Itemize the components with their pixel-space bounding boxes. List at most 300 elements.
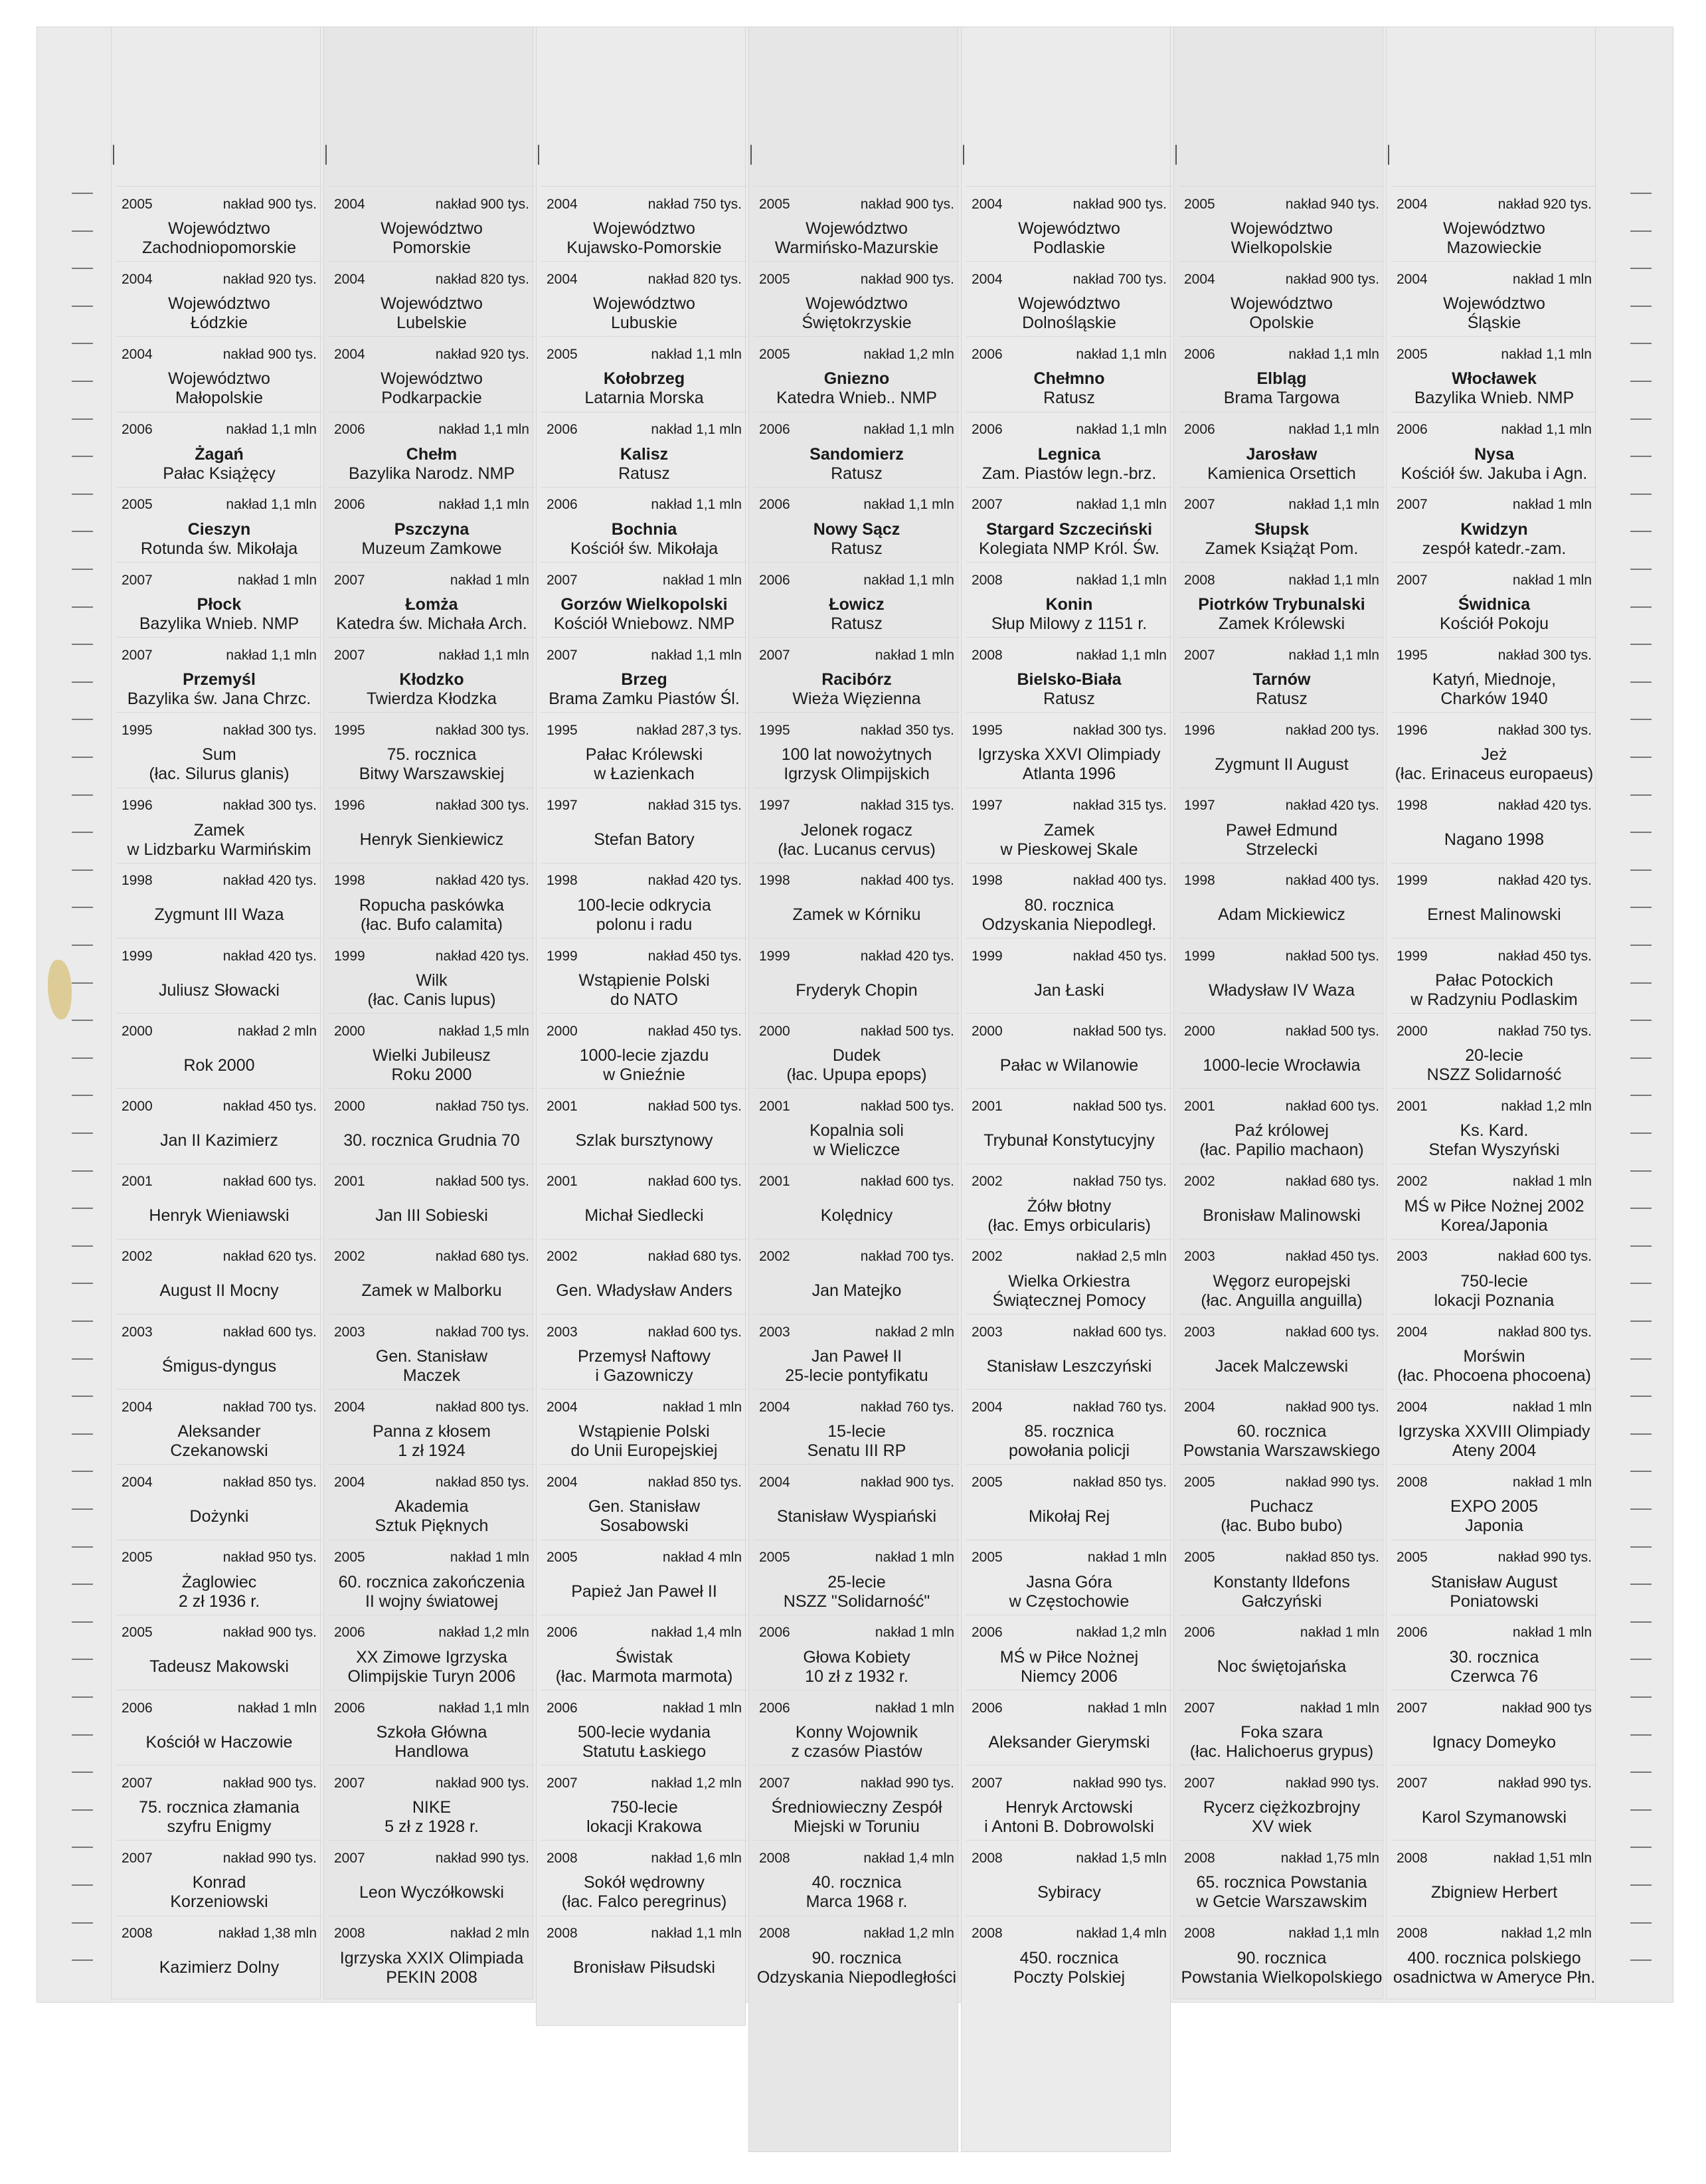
coin-title-line: Kościół św. Mikołaja	[570, 539, 719, 558]
mintage-value: 800 tys.	[480, 1399, 529, 1415]
coin-title-line: Województwo	[168, 294, 270, 314]
mintage-label: nakład	[860, 1249, 906, 1265]
mintage	[1498, 648, 1592, 664]
mintage-label: nakład	[860, 798, 906, 814]
margin-dash	[1630, 1696, 1652, 1698]
mintage	[1288, 573, 1379, 589]
coin-title-line: Sybiracy	[1037, 1882, 1101, 1902]
coin-title-line: Jacek Malczewski	[1215, 1356, 1349, 1376]
issue-year: 1998	[759, 873, 790, 889]
mintage-value: 500 tys.	[480, 1174, 529, 1190]
margin-dash	[1630, 418, 1652, 420]
coin-title-line: 5 zł z 1928 r.	[384, 1817, 479, 1837]
mintage	[863, 1851, 954, 1866]
mintage-label: nakład	[1072, 1023, 1118, 1039]
mintage-label: nakład	[1076, 1850, 1122, 1866]
coin-title-line: Bochnia	[611, 519, 677, 539]
coin-title-line: Województwo	[168, 369, 270, 389]
coin-title	[754, 369, 960, 408]
mintage-value: 600 tys.	[1118, 1324, 1167, 1340]
coin-title-line: 80. rocznica	[1024, 895, 1114, 915]
mintage-label: nakład	[875, 1625, 920, 1641]
coin-title	[116, 1723, 322, 1762]
coin-title	[966, 219, 1172, 258]
issue-year: 2006	[759, 1625, 790, 1641]
mintage-value: 990 tys.	[1118, 1775, 1167, 1791]
mintage-value: 420 tys.	[905, 948, 954, 964]
coin-title-line: Bazylika św. Jana Chrzc.	[127, 689, 311, 709]
mintage-value: 420 tys.	[268, 948, 317, 964]
coin-title	[754, 1046, 960, 1085]
issue-year: 2004	[547, 271, 578, 287]
coin-info-row	[1179, 1389, 1385, 1425]
margin-dash	[72, 1020, 93, 1021]
mintage	[861, 1475, 954, 1491]
mintage-label: nakład	[1076, 1249, 1122, 1265]
margin-dash	[72, 1245, 93, 1247]
coin-title	[1179, 1272, 1385, 1311]
mintage-value: 1,1 mln	[696, 647, 742, 663]
coin-info-row	[1179, 1088, 1385, 1124]
mintage	[223, 798, 317, 814]
coin-title-line: 75. rocznica	[386, 745, 477, 765]
coin-title	[1391, 1422, 1597, 1461]
mintage	[1073, 1099, 1167, 1115]
coin-title-line: Jan Matejko	[811, 1281, 902, 1301]
coin-title	[1179, 1949, 1385, 1987]
mintage-label: nakład	[1072, 948, 1118, 964]
mintage	[1088, 1700, 1167, 1716]
coin-title-line: Juliusz Słowacki	[158, 980, 280, 1000]
coin-info-row	[116, 487, 322, 523]
coin-title-line: 750-lecie	[1460, 1271, 1528, 1291]
mintage-label: nakład	[651, 1625, 697, 1641]
mintage-value: 900 tys.	[268, 346, 317, 362]
mintage	[648, 1249, 742, 1265]
mintage-value: 287,3 tys.	[681, 722, 742, 738]
issue-year: 1999	[1397, 873, 1428, 889]
issue-year: 2005	[547, 1550, 578, 1566]
mintage	[1498, 1550, 1592, 1566]
coin-title-line: Nagano 1998	[1444, 830, 1545, 850]
coin-title	[1391, 1121, 1597, 1160]
margin-dash	[72, 869, 93, 871]
coin-title	[754, 1422, 960, 1461]
coin-title-line: Słup Milowy z 1151 r.	[991, 614, 1148, 633]
coin-title-line: 60. rocznica zakończenia	[338, 1572, 525, 1592]
mintage-label: nakład	[1497, 1550, 1543, 1566]
margin-dash	[1630, 907, 1652, 908]
coin-title	[1391, 1272, 1597, 1311]
coin-title-line: Zbigniew Herbert	[1430, 1882, 1558, 1902]
coin-title-line: (łac. Upupa epops)	[786, 1065, 927, 1085]
coin-info-row	[1179, 336, 1385, 372]
mintage-value: 420 tys.	[1543, 798, 1592, 814]
margin-dash	[1630, 1546, 1652, 1548]
mintage-value: 1,1 mln	[1546, 346, 1592, 362]
coin-title	[754, 1121, 960, 1160]
coin-info-row	[1179, 788, 1385, 824]
coin-title	[754, 745, 960, 784]
coin-title-line: Roku 2000	[391, 1065, 472, 1085]
margin-dash	[72, 1847, 93, 1848]
mintage	[875, 1324, 954, 1340]
mintage-value: 1,4 mln	[696, 1625, 742, 1641]
issue-year: 1997	[759, 798, 790, 814]
coin-info-row	[1391, 788, 1597, 824]
mintage-value: 300 tys.	[268, 798, 317, 814]
issue-year: 2005	[972, 1550, 1003, 1566]
coin-title-line: 400. rocznica polskiego	[1407, 1948, 1581, 1967]
issue-year: 2005	[1397, 346, 1428, 362]
coin-title	[541, 595, 747, 634]
coin-info-row	[541, 788, 747, 824]
coin-title	[1179, 670, 1385, 709]
mintage-label: nakład	[860, 948, 906, 964]
coin-title	[541, 369, 747, 408]
coin-title	[329, 1798, 535, 1837]
mintage-label: nakład	[647, 1249, 693, 1265]
mintage	[648, 1024, 742, 1040]
coin-title	[116, 1648, 322, 1686]
mintage-value: 1,38 mln	[263, 1926, 317, 1942]
margin-dash	[1630, 1471, 1652, 1472]
coin-info-row	[1391, 1840, 1597, 1876]
mintage-label: nakład	[1076, 647, 1122, 663]
coin-info-row	[1391, 1239, 1597, 1275]
issue-year: 1995	[122, 722, 153, 738]
mintage	[1498, 1249, 1592, 1265]
coin-info-row	[966, 1013, 1172, 1049]
mintage-label: nakład	[222, 1324, 268, 1340]
coin-title-line: w Łazienkach	[594, 765, 695, 784]
coin-title	[116, 1121, 322, 1160]
coin-title-line: Konstanty Ildefons	[1213, 1572, 1350, 1592]
coin-info-row	[116, 1765, 322, 1801]
mintage-value: 680 tys.	[693, 1249, 742, 1265]
mintage-label: nakład	[1076, 497, 1122, 513]
issue-year: 2007	[759, 1775, 790, 1791]
issue-year: 1995	[1397, 647, 1428, 663]
coin-title-line: Henryk Arctowski	[1005, 1798, 1133, 1817]
coin-title-line: w Gnieźnie	[603, 1065, 685, 1085]
coin-info-row	[329, 1389, 535, 1425]
coin-info-row	[1179, 1765, 1385, 1801]
mintage-label: nakład	[222, 1474, 268, 1490]
coin-title	[754, 1573, 960, 1611]
mintage-label: nakład	[651, 1850, 697, 1866]
mintage-label: nakład	[1076, 572, 1122, 588]
issue-year: 2004	[1184, 271, 1215, 287]
coin-title-line: Gen. Stanisław	[588, 1497, 701, 1516]
coin-title-line: Sandomierz	[810, 444, 904, 464]
mintage-value: 500 tys.	[905, 1023, 954, 1039]
coin-title-line: Rycerz ciężkozbrojny	[1203, 1798, 1361, 1817]
coin-title-line: Konny Wojownik	[795, 1723, 918, 1742]
issue-year: 2007	[1397, 1700, 1428, 1716]
mintage	[875, 1625, 954, 1641]
mintage-value: 600 tys.	[1330, 1098, 1379, 1114]
coin-info-row	[966, 637, 1172, 673]
mintage	[1513, 272, 1592, 288]
mintage-value: 420 tys.	[268, 873, 317, 889]
coin-title-line: Ropucha paskówka	[359, 895, 505, 915]
coin-title-line: Rok 2000	[183, 1055, 255, 1075]
coin-title	[329, 369, 535, 408]
issue-year: 2006	[972, 422, 1003, 438]
issue-year: 1998	[1184, 873, 1215, 889]
coin-title-line: Bazylika Wnieb. NMP	[139, 614, 299, 633]
coin-title-line: Poniatowski	[1450, 1592, 1539, 1611]
coin-info-row	[1179, 1013, 1385, 1049]
coin-title	[966, 670, 1172, 709]
mintage	[1076, 1249, 1167, 1265]
issue-year: 2007	[334, 647, 365, 663]
coin-info-row	[541, 1164, 747, 1200]
issue-year: 2001	[759, 1174, 790, 1190]
coin-title	[1179, 1723, 1385, 1762]
issue-year: 1997	[972, 798, 1003, 814]
coin-title-line: Korea/Japonia	[1440, 1216, 1548, 1235]
margin-dash	[1630, 1772, 1652, 1773]
issue-year: 1997	[547, 798, 578, 814]
mintage-label: nakład	[1497, 1775, 1543, 1791]
coin-title-line: Świstak	[615, 1647, 673, 1667]
margin-dash	[72, 1170, 93, 1172]
mintage-value: 1,4 mln	[908, 1850, 954, 1866]
margin-dash	[72, 306, 93, 307]
mintage-value: 1 mln	[495, 1550, 529, 1566]
issue-year: 2002	[547, 1249, 578, 1265]
mintage	[1286, 197, 1379, 213]
issue-year: 1996	[334, 798, 365, 814]
coin-title-line: Jan Paweł II	[811, 1347, 902, 1366]
mintage	[1513, 573, 1592, 589]
coin-title-line: (łac. Emys orbicularis)	[987, 1216, 1151, 1235]
mintage-value: 300 tys.	[1118, 722, 1167, 738]
mintage	[223, 723, 317, 739]
coin-title-line: Województwo	[1443, 219, 1545, 238]
coin-title	[966, 1347, 1172, 1386]
mintage-value: 1 mln	[1557, 572, 1592, 588]
mintage-value: 950 tys.	[268, 1550, 317, 1566]
issue-year: 1999	[759, 948, 790, 964]
mintage-value: 1 mln	[1132, 1700, 1167, 1716]
coin-info-row	[541, 487, 747, 523]
mintage-value: 1,1 mln	[1121, 647, 1167, 663]
mintage-value: 750 tys.	[1543, 1023, 1592, 1039]
coin-title-line: Katedra św. Michała Arch.	[336, 614, 527, 633]
issue-year: 2004	[122, 1399, 153, 1415]
margin-dash	[1630, 306, 1652, 307]
issue-year: 2005	[759, 196, 790, 212]
issue-year: 2007	[759, 647, 790, 663]
coin-info-row	[966, 1389, 1172, 1425]
coin-info-row	[116, 712, 322, 748]
coin-title-line: Województwo	[381, 369, 483, 389]
issue-year: 2006	[334, 422, 365, 438]
issue-year: 1999	[1184, 948, 1215, 964]
mintage	[863, 347, 954, 363]
margin-dash	[1630, 1809, 1652, 1811]
mintage-value: 1,1 mln	[483, 497, 529, 513]
coin-title-line: NSZZ Solidarność	[1426, 1065, 1562, 1085]
coin-title	[1391, 294, 1597, 333]
mintage-value: 750 tys.	[693, 196, 742, 212]
coin-title	[116, 1798, 322, 1837]
issue-year: 2005	[122, 1550, 153, 1566]
coin-title	[541, 1121, 747, 1160]
coin-info-row	[329, 1239, 535, 1275]
coin-title	[541, 1798, 747, 1837]
mintage	[438, 1700, 529, 1716]
coin-title-line: Kołobrzeg	[603, 369, 685, 389]
mintage-label: nakład	[860, 1399, 906, 1415]
coin-title-line: Łódzkie	[190, 314, 248, 333]
coin-title	[116, 1347, 322, 1386]
issue-year: 1999	[1397, 948, 1428, 964]
coin-title-line: Żółw błotny	[1027, 1196, 1112, 1216]
coin-title-line: Średniowieczny Zespół	[771, 1798, 942, 1817]
coin-title-line: i Antoni B. Dobrowolski	[984, 1817, 1154, 1837]
issue-year: 2008	[547, 1926, 578, 1942]
mintage-label: nakład	[1072, 1399, 1118, 1415]
coin-info-row	[329, 1013, 535, 1049]
issue-year: 2000	[972, 1023, 1003, 1039]
mintage	[1288, 497, 1379, 513]
coin-title	[1179, 1046, 1385, 1085]
coin-title-line: Zygmunt III Waza	[154, 905, 284, 925]
coin-title-line: Przemyśl	[183, 670, 256, 689]
mintage	[238, 1700, 317, 1716]
issue-year: 2002	[972, 1174, 1003, 1190]
margin-dash	[72, 1772, 93, 1773]
coin-title-line: Małopolskie	[175, 389, 263, 408]
mintage-label: nakład	[435, 1324, 481, 1340]
coin-info-row	[541, 1690, 747, 1726]
mintage-value: 315 tys.	[1118, 798, 1167, 814]
issue-year: 1998	[334, 873, 365, 889]
coin-title	[754, 294, 960, 333]
mintage	[1286, 272, 1379, 288]
coin-title	[1179, 1573, 1385, 1611]
mintage-label: nakład	[222, 1625, 268, 1641]
margin-dash	[72, 1283, 93, 1284]
coin-title-line: Statutu Łaskiego	[582, 1742, 707, 1761]
issue-year: 2004	[1397, 271, 1428, 287]
mintage-label: nakład	[1288, 647, 1334, 663]
coin-info-row	[329, 1690, 535, 1726]
margin-dash	[72, 832, 93, 833]
coin-title-line: Zamek Książąt Pom.	[1205, 539, 1359, 558]
coin-title	[329, 1873, 535, 1912]
coin-title-line: Kazimierz Dolny	[159, 1958, 280, 1977]
coin-title	[966, 1949, 1172, 1987]
mintage	[436, 1851, 529, 1866]
mintage	[1073, 1174, 1167, 1190]
mintage-value: 700 tys.	[905, 1249, 954, 1265]
coin-title	[754, 595, 960, 634]
issue-year: 1998	[547, 873, 578, 889]
mintage	[436, 1475, 529, 1491]
mintage-value: 850 tys.	[268, 1474, 317, 1490]
mintage-label: nakład	[1076, 1625, 1122, 1641]
coin-title	[966, 1723, 1172, 1762]
coin-info-row	[329, 1540, 535, 1576]
mintage-label: nakład	[222, 1550, 268, 1566]
coin-title-line: Pałac Potockich	[1435, 971, 1553, 990]
coin-title-line: Zachodniopomorskie	[141, 238, 297, 257]
mintage-value: 315 tys.	[693, 798, 742, 814]
coin-title-line: w Lidzbarku Warmińskim	[127, 840, 311, 859]
mintage-value: 1 mln	[495, 572, 529, 588]
coin-title-line: Włocławek	[1452, 369, 1537, 389]
coin-title-line: Śląskie	[1467, 314, 1521, 333]
coin-info-row	[1179, 1615, 1385, 1651]
coin-title-line: Igrzyska XXVIII Olimpiady	[1398, 1422, 1590, 1441]
mintage-label: nakład	[647, 1174, 693, 1190]
coin-title-line: 100 lat nowożytnych	[781, 745, 932, 765]
mintage-value: 1 mln	[1557, 1399, 1592, 1415]
coin-info-row	[966, 261, 1172, 297]
coin-title-line: Pałac Książęcy	[163, 464, 276, 483]
coin-title-line: Gorzów Wielkopolski	[560, 595, 728, 614]
mintage-value: 1 mln	[1132, 1550, 1167, 1566]
coin-info-row	[1391, 336, 1597, 372]
coin-title	[329, 1046, 535, 1085]
coin-title-line: 25-lecie	[827, 1572, 886, 1592]
mintage-value: 820 tys.	[480, 271, 529, 287]
coin-title-line: Sokół wędrowny	[583, 1873, 705, 1892]
margin-dash	[1630, 682, 1652, 683]
mintage	[1501, 1099, 1592, 1115]
mintage	[436, 798, 529, 814]
coin-info-row	[541, 336, 747, 372]
coin-info-row	[1391, 1690, 1597, 1726]
coin-title-line: Żaglowiec	[181, 1572, 257, 1592]
mintage	[861, 873, 954, 889]
mintage-value: 850 tys.	[693, 1474, 742, 1490]
mintage-value: 1,1 mln	[908, 572, 954, 588]
margin-dash	[1630, 1959, 1652, 1961]
coin-title-line: PEKIN 2008	[386, 1967, 477, 1987]
coin-title-line: Panna z kłosem	[373, 1422, 491, 1441]
issue-year: 2002	[122, 1249, 153, 1265]
coin-title	[541, 1347, 747, 1386]
mintage-value: 900 tys.	[905, 196, 954, 212]
coin-title	[116, 369, 322, 408]
issue-year: 2005	[122, 497, 153, 513]
coin-info-row	[329, 863, 535, 899]
coin-title	[754, 1723, 960, 1762]
coin-info-row	[1179, 637, 1385, 673]
mintage-label: nakład	[647, 873, 693, 889]
mintage-label: nakład	[450, 572, 495, 588]
coin-title-line: Gałczyński	[1241, 1592, 1322, 1611]
mintage	[218, 1926, 317, 1942]
mintage-value: 1,1 mln	[1546, 422, 1592, 438]
coin-title-line: Muzeum Zamkowe	[361, 539, 502, 558]
coin-title	[329, 896, 535, 935]
issue-year: 2000	[122, 1023, 153, 1039]
mintage-label: nakład	[1285, 948, 1331, 964]
coin-title	[541, 670, 747, 709]
coin-title-line: Województwo	[168, 219, 270, 238]
margin-dash	[72, 230, 93, 232]
coin-info-row	[116, 938, 322, 974]
mintage-value: 1 mln	[920, 1625, 954, 1641]
mintage	[436, 197, 529, 213]
